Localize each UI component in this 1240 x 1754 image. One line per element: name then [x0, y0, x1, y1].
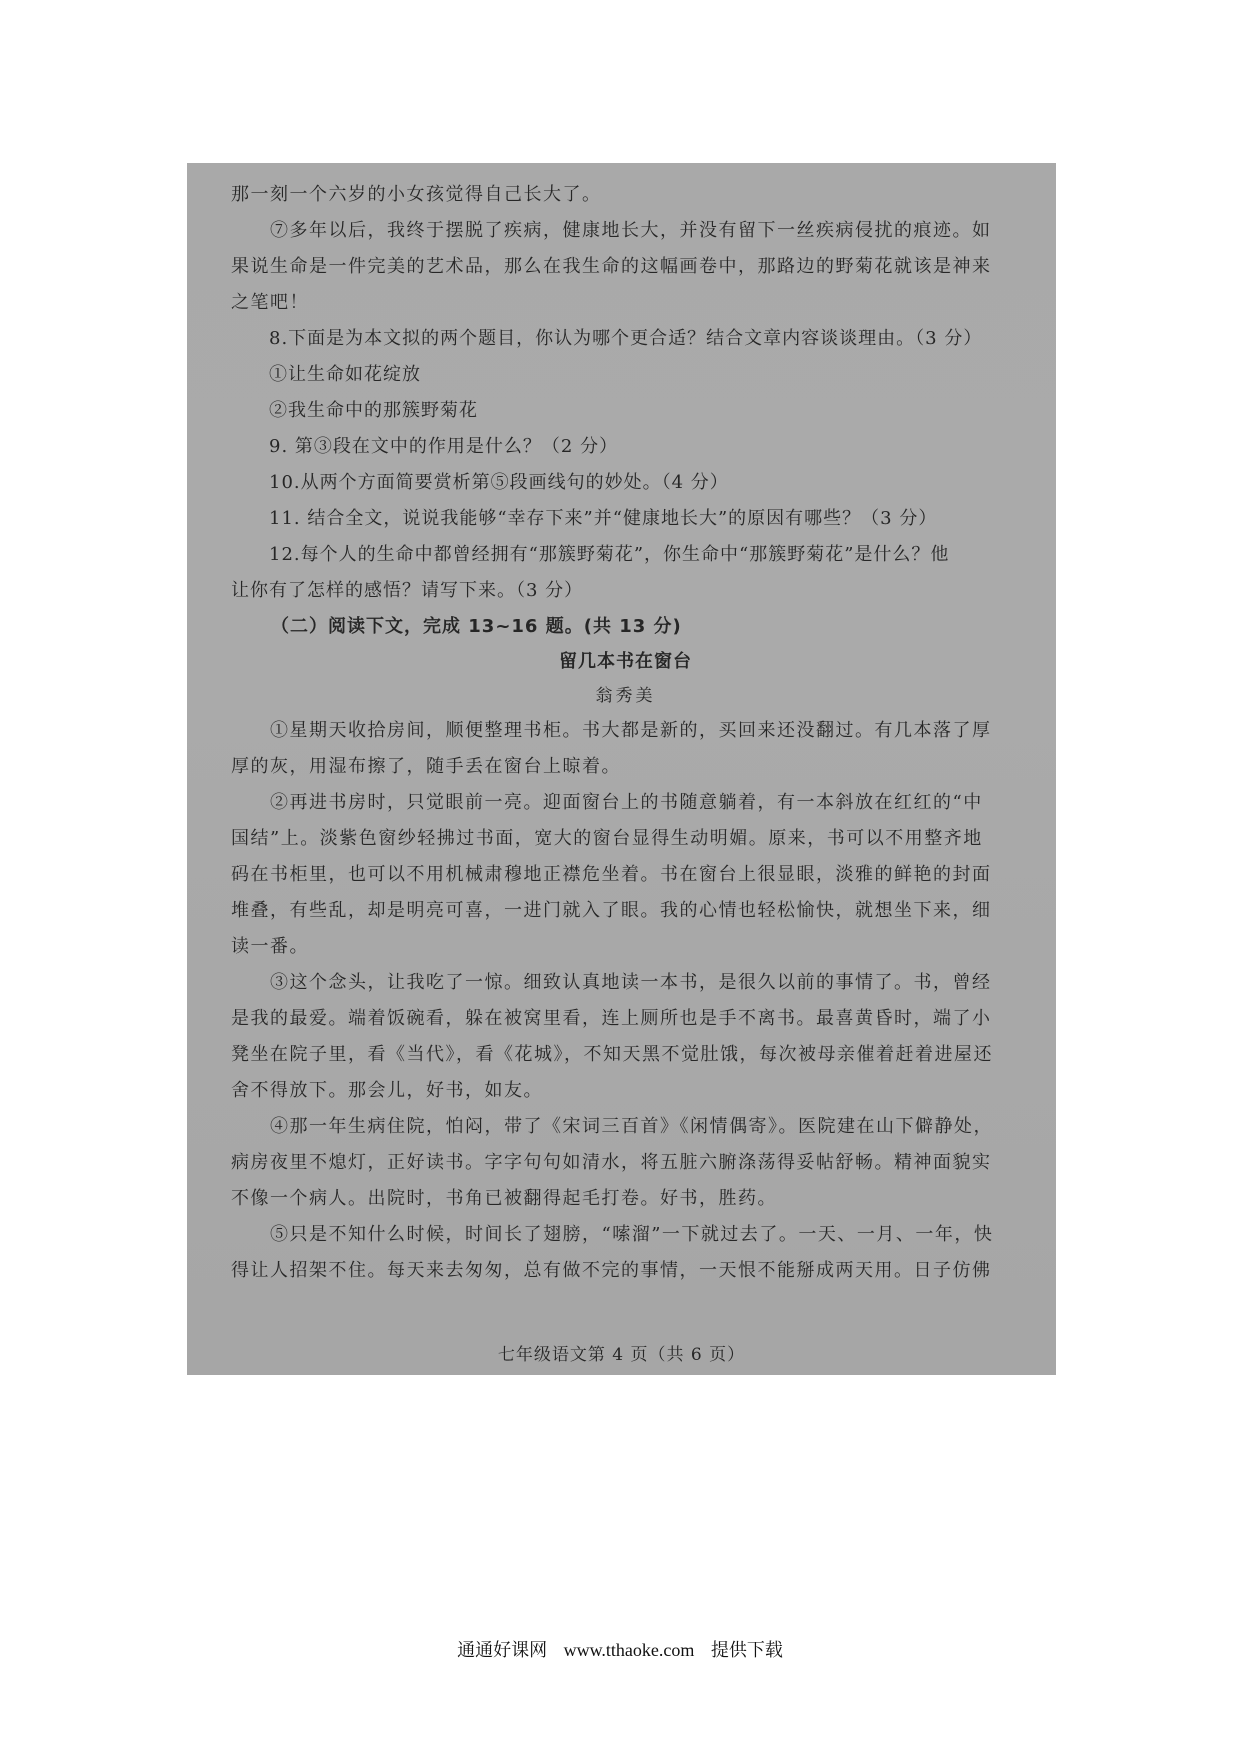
article-line: 国结”上。淡紫色窗纱轻拂过书面，宽大的窗台显得生动明媚。原来，书可以不用整齐地 [231, 828, 983, 849]
question-8: 8.下面是为本文拟的两个题目，你认为哪个更合适？结合文章内容谈谈理由。（3 分） [231, 328, 983, 349]
article-title: 留几本书在窗台 [559, 651, 692, 672]
article-line: 得让人招架不住。每天来去匆匆，总有做不完的事情，一天恨不能掰成两天用。日子仿佛 [231, 1260, 992, 1281]
scanned-exam-page [187, 163, 1056, 1375]
article-line: 码在书柜里，也可以不用机械肃穆地正襟危坐着。书在窗台上很显眼，淡雅的鲜艳的封面 [231, 864, 992, 885]
section-heading: （二）阅读下文，完成 13~16 题。(共 13 分) [271, 616, 682, 637]
text-line: 果说生命是一件完美的艺术品，那么在我生命的这幅画卷中，那路边的野菊花就该是神来 [231, 256, 992, 277]
article-line: 舍不得放下。那会儿，好书，如友。 [231, 1080, 543, 1101]
article-line: 堆叠，有些乱，却是明亮可喜，一进门就入了眼。我的心情也轻松愉快，就想坐下来，细 [231, 900, 992, 921]
question-11: 11. 结合全文，说说我能够“幸存下来”并“健康地长大”的原因有哪些？（3 分） [231, 508, 938, 529]
article-line: ②再进书房时，只觉眼前一亮。迎面窗台上的书随意躺着，有一本斜放在红红的“中 [231, 792, 983, 813]
page-footer: 七年级语文第 4 页（共 6 页） [497, 1345, 746, 1365]
article-line: 是我的最爱。端着饭碗看，躲在被窝里看，连上厕所也是手不离书。最喜黄昏时，端了小 [231, 1008, 992, 1029]
text-line: 那一刻一个六岁的小女孩觉得自己长大了。 [231, 184, 602, 205]
article-line: 病房夜里不熄灯，正好读书。字字句句如清水，将五脏六腑涤荡得妥帖舒畅。精神面貌实 [231, 1152, 992, 1173]
site-name: 通通好课网 [457, 1640, 548, 1660]
article-author: 翁秀美 [595, 686, 656, 706]
article-line: 厚的灰，用湿布擦了，随手丢在窗台上晾着。 [231, 756, 621, 777]
site-url[interactable]: www.tthaoke.com [563, 1640, 695, 1660]
article-line: ③这个念头，让我吃了一惊。细致认真地读一本书，是很久以前的事情了。书，曾经 [231, 972, 992, 993]
question-12: 12.每个人的生命中都曾经拥有“那簇野菊花”，你生命中“那簇野菊花”是什么？他 [231, 544, 950, 565]
article-line: ⑤只是不知什么时候，时间长了翅膀，“嗦溜”一下就过去了。一天、一月、一年，快 [231, 1224, 994, 1245]
option-1: ①让生命如花绽放 [231, 364, 421, 385]
site-credit [0, 1636, 1240, 1662]
article-line: ④那一年生病住院，怕闷，带了《宋词三百首》《闲情偶寄》。医院建在山下僻静处， [231, 1116, 993, 1137]
question-9: 9. 第③段在文中的作用是什么？（2 分） [231, 436, 619, 457]
question-block [231, 177, 1020, 609]
text-line: 之笔吧！ [231, 292, 309, 313]
article-line: ①星期天收拾房间，顺便整理书柜。书大都是新的，买回来还没翻过。有几本落了厚 [231, 720, 992, 741]
article-line: 读一番。 [231, 936, 309, 957]
article-body [231, 713, 1020, 1289]
question-10: 10.从两个方面简要赏析第⑤段画线句的妙处。（4 分） [231, 472, 729, 493]
article-line: 凳坐在院子里，看《当代》，看《花城》，不知天黑不觉肚饿，每次被母亲催着赶着进屋还 [231, 1044, 993, 1065]
question-12-continued: 让你有了怎样的感悟？请写下来。（3 分） [231, 580, 584, 601]
text-line: ⑦多年以后，我终于摆脱了疾病，健康地长大，并没有留下一丝疾病侵扰的痕迹。如 [231, 220, 992, 241]
option-2: ②我生命中的那簇野菊花 [231, 400, 478, 421]
article-line: 不像一个病人。出院时，书角已被翻得起毛打卷。好书，胜药。 [231, 1188, 777, 1209]
site-credit-suffix: 提供下载 [710, 1640, 783, 1660]
